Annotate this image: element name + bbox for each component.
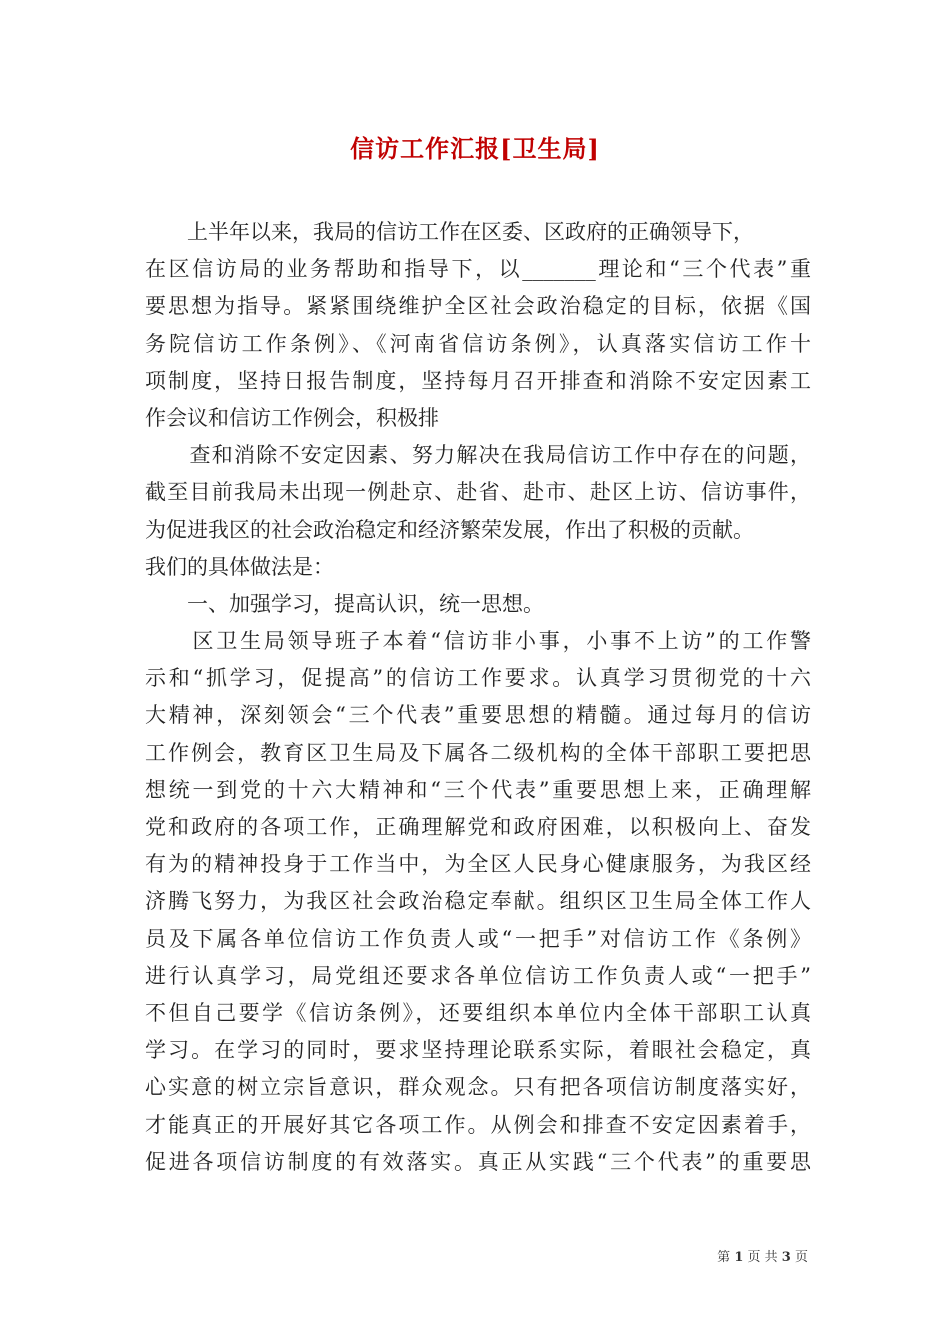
body-line: 工作例会，教育区卫生局及下属各二级机构的全体干部职工要把思: [145, 740, 811, 765]
body-line: 心实意的树立宗旨意识，群众观念。只有把各项信访制度落实好，: [145, 1075, 811, 1100]
body-line: 在区信访局的业务帮助和指导下，以_______理论和“三个代表”重: [145, 257, 811, 282]
footer-middle: 页 共: [747, 1250, 778, 1265]
body-line: 才能真正的开展好其它各项工作。从例会和排查不安定因素着手，: [145, 1112, 811, 1137]
document-body: [145, 214, 811, 1181]
current-page-number: 1: [734, 1250, 744, 1265]
body-line: 作会议和信访工作例会，积极排: [145, 405, 439, 430]
body-line: 项制度，坚持日报告制度，坚持每月召开排查和消除不安定因素工: [145, 368, 811, 393]
body-line: 务院信访工作条例》、《河南省信访条例》，认真落实信访工作十: [145, 331, 811, 356]
body-line: 进行认真学习，局党组还要求各单位信访工作负责人或“一把手”: [145, 963, 811, 988]
body-line: 大精神，深刻领会“三个代表”重要思想的精髓。通过每月的信访: [145, 703, 811, 728]
body-line: 有为的精神投身于工作当中，为全区人民身心健康服务，为我区经: [145, 852, 811, 877]
body-line: 济腾飞努力，为我区社会政治稳定奉献。组织区卫生局全体工作人: [145, 889, 811, 914]
body-line: 一、加强学习，提高认识，统一思想。: [145, 591, 544, 616]
body-line: 为促进我区的社会政治稳定和经济繁荣发展，作出了积极的贡献。: [145, 517, 754, 542]
body-line: 上半年以来，我局的信访工作在区委、区政府的正确领导下，: [145, 220, 754, 244]
total-pages-number: 3: [781, 1250, 791, 1265]
body-line: 示和“抓学习，促提高”的信访工作要求。认真学习贯彻党的十六: [145, 666, 811, 691]
body-line: 要思想为指导。紧紧围绕维护全区社会政治稳定的目标，依据《国: [145, 294, 811, 319]
body-line: 查和消除不安定因素、努力解决在我局信访工作中存在的问题，: [145, 443, 811, 468]
body-line: 党和政府的各项工作，正确理解党和政府困难，以积极向上、奋发: [145, 815, 811, 839]
body-line: 不但自己要学《信访条例》，还要组织本单位内全体干部职工认真: [145, 1000, 811, 1025]
body-line: 想统一到党的十六大精神和“三个代表”重要思想上来，正确理解: [145, 777, 811, 802]
footer-suffix: 页: [794, 1250, 808, 1265]
document-title: 信访工作汇报[卫生局]: [350, 134, 600, 163]
body-line: 区卫生局领导班子本着“信访非小事，小事不上访”的工作警: [145, 629, 811, 654]
body-line: 促进各项信访制度的有效落实。真正从实践“三个代表”的重要思: [145, 1149, 811, 1174]
footer-prefix: 第: [717, 1250, 731, 1265]
body-line: 员及下属各单位信访工作负责人或“一把手”对信访工作《条例》: [145, 926, 811, 951]
body-line: 我们的具体做法是：: [145, 554, 334, 579]
body-line: 学习。在学习的同时，要求坚持理论联系实际，着眼社会稳定，真: [145, 1038, 811, 1063]
page-number-footer: [717, 1249, 808, 1267]
body-line: 截至目前我局未出现一例赴京、赴省、赴市、赴区上访、信访事件，: [145, 480, 811, 505]
